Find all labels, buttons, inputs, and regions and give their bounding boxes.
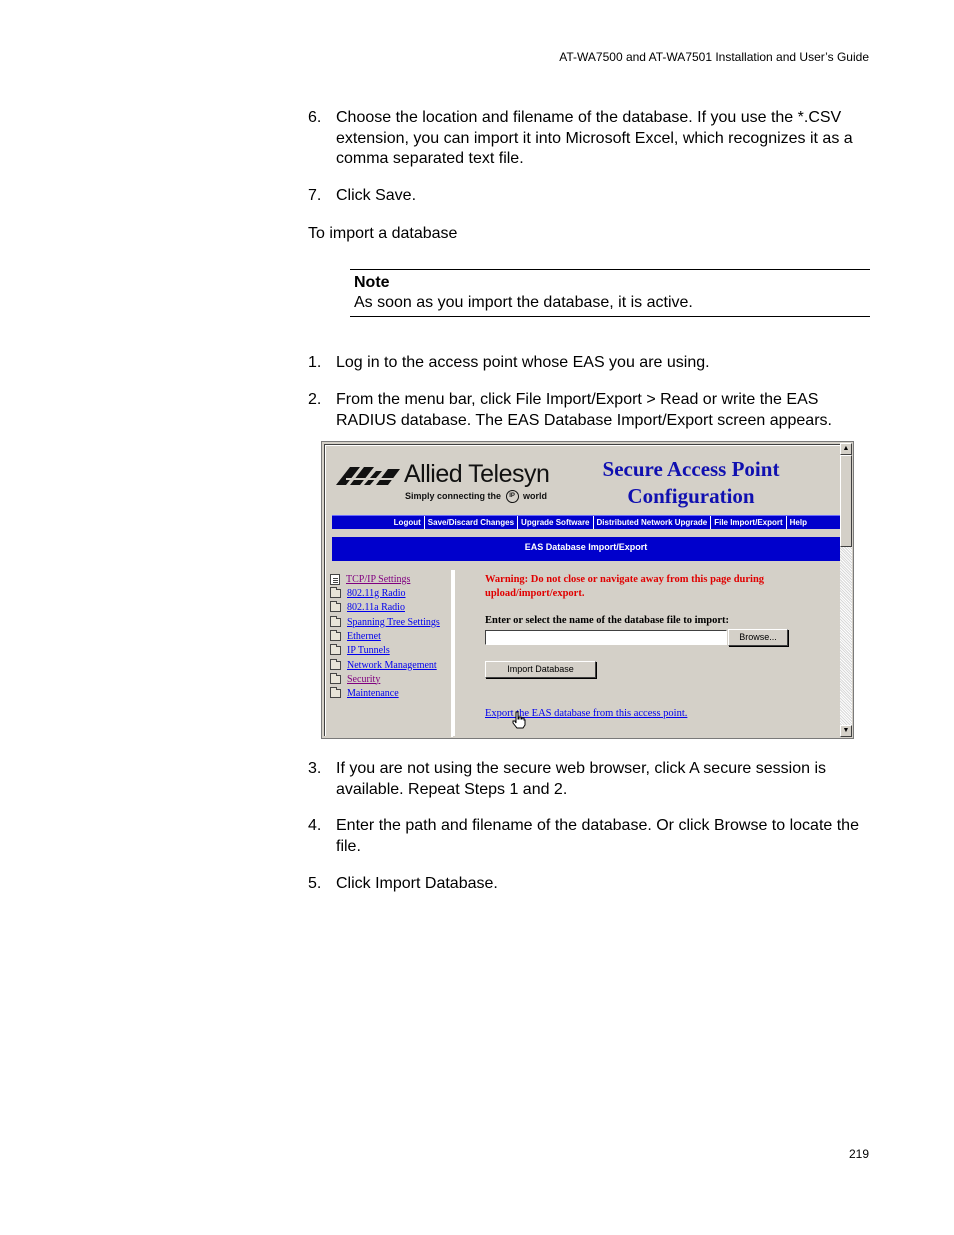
nav-link[interactable]: 802.11a Radio <box>347 601 405 613</box>
step-number: 4. <box>308 817 322 834</box>
note-body: As soon as you import the database, it is active. <box>354 294 693 311</box>
section-heading: To import a database <box>308 225 458 242</box>
step-number: 7. <box>308 187 322 204</box>
browse-button[interactable]: Browse... <box>728 629 788 646</box>
step-number: 3. <box>308 760 322 777</box>
tagline-end: world <box>523 490 548 501</box>
logo-text: Allied Telesyn <box>404 460 550 488</box>
page-number: 219 <box>848 1147 869 1161</box>
menu-logout[interactable]: Logout <box>393 518 421 527</box>
step-4 <box>308 816 870 857</box>
folder-icon <box>330 661 341 670</box>
menu-help[interactable]: Help <box>786 516 810 529</box>
step-number: 2. <box>308 391 322 408</box>
nav-item-80211a[interactable] <box>330 600 405 614</box>
scroll-thumb[interactable] <box>840 455 852 547</box>
import-database-button[interactable]: Import Database <box>485 661 596 678</box>
nav-item-tcpip[interactable] <box>330 572 410 586</box>
nav-item-maintenance[interactable] <box>330 686 399 700</box>
step-text: From the menu bar, click File Import/Export > Read or write the EAS RADIUS database. The EAS Database Import/Export screen appears. <box>336 391 832 429</box>
note-box <box>350 269 870 317</box>
step-text: Click Save. <box>336 187 417 204</box>
menu-save-discard[interactable]: Save/Discard Changes <box>424 516 517 529</box>
nav-item-ethernet[interactable] <box>330 629 381 643</box>
folder-icon <box>330 618 341 627</box>
nav-link[interactable]: 802.11g Radio <box>347 587 406 599</box>
step-text: Click Import Database. <box>336 875 498 892</box>
page-title-bar: EAS Database Import/Export <box>332 537 840 561</box>
step-text: If you are not using the secure web browser, click A secure session is available. Repeat Steps 1 and 2. <box>336 760 827 798</box>
step-number: 1. <box>308 354 322 371</box>
nav-item-80211g[interactable] <box>330 586 406 600</box>
menu-upgrade-software[interactable]: Upgrade Software <box>517 516 592 529</box>
nav-item-spanning-tree[interactable] <box>330 615 440 629</box>
nav-link[interactable]: IP Tunnels <box>347 644 390 656</box>
step-text: Log in to the access point whose EAS you are using. <box>336 354 710 371</box>
allied-telesyn-logo-icon <box>336 465 402 487</box>
folder-icon <box>330 646 341 655</box>
running-header: AT-WA7500 and AT-WA7501 Installation and User’s Guide <box>559 50 869 64</box>
folder-icon <box>330 675 341 684</box>
scroll-down-icon[interactable]: ▼ <box>840 725 852 737</box>
file-prompt: Enter or select the name of the database file to import: <box>485 615 729 626</box>
step-1 <box>308 353 870 374</box>
scroll-up-icon[interactable]: ▲ <box>840 443 852 455</box>
nav-link[interactable]: Ethernet <box>347 630 381 642</box>
menu-file-import-export[interactable]: File Import/Export <box>710 516 785 529</box>
hand-cursor-icon <box>512 711 526 729</box>
warning-text: Warning: Do not close or navigate away from this page during upload/import/export. <box>485 574 765 599</box>
browser-frame <box>324 444 840 736</box>
nav-link[interactable]: Spanning Tree Settings <box>347 616 440 628</box>
folder-icon <box>330 689 341 698</box>
file-path-input[interactable] <box>485 630 727 645</box>
note-title: Note <box>354 274 390 291</box>
folder-icon <box>330 603 341 612</box>
step-2 <box>308 390 870 431</box>
banner <box>326 446 840 570</box>
step-7 <box>308 186 870 207</box>
tagline-start: Simply connecting the <box>405 490 502 501</box>
nav-item-ip-tunnels[interactable] <box>330 643 390 657</box>
eas-import-export-screenshot <box>321 441 854 739</box>
step-5 <box>308 874 870 895</box>
content-panel <box>455 570 841 737</box>
step-3 <box>308 759 870 800</box>
nav-link[interactable]: Security <box>347 673 381 685</box>
ip-circle-icon: IP <box>506 490 519 503</box>
step-text: Choose the location and filename of the database. If you use the *.CSV extension, you can import it into Microsoft Excel, which recognizes it as a comma separated text file. <box>336 109 853 167</box>
folder-icon <box>330 589 341 598</box>
document-icon <box>330 574 340 585</box>
step-number: 6. <box>308 109 322 126</box>
step-6 <box>308 108 870 170</box>
logo-tagline <box>405 490 547 503</box>
menu-distributed-upgrade[interactable]: Distributed Network Upgrade <box>593 516 711 529</box>
nav-link[interactable]: Network Management <box>347 659 437 671</box>
app-title: Secure Access Point Configuration <box>602 457 780 508</box>
vertical-scrollbar[interactable] <box>840 443 852 737</box>
left-nav <box>326 570 453 737</box>
export-database-link[interactable]: Export the EAS database from this access point. <box>485 708 688 719</box>
nav-link[interactable]: Maintenance <box>347 687 399 699</box>
nav-link[interactable]: TCP/IP Settings <box>346 573 411 585</box>
nav-item-security[interactable] <box>330 672 380 686</box>
step-text: Enter the path and filename of the database. Or click Browse to locate the file. <box>336 817 859 855</box>
step-number: 5. <box>308 875 322 892</box>
nav-item-network-management[interactable] <box>330 658 437 672</box>
menu-bar <box>332 515 840 529</box>
folder-icon <box>330 632 341 641</box>
